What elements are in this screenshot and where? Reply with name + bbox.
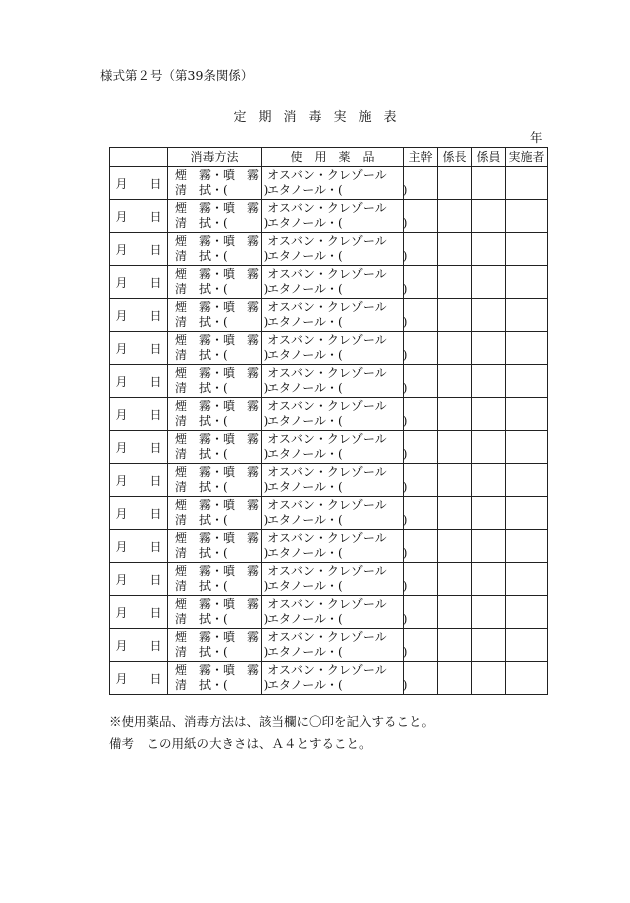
month-label: 月 [115,242,128,257]
section-chief-seal-cell[interactable] [438,233,472,266]
executor-seal-cell[interactable] [506,365,548,398]
method-cell[interactable] [168,365,269,398]
staff-seal-cell[interactable] [472,662,506,695]
method-fog-spray: 煙 霧・噴 霧 [175,332,260,347]
drug-cell[interactable] [262,629,408,662]
date-cell[interactable] [110,662,168,695]
date-cell[interactable] [110,464,168,497]
drug-ethanol: エタノール・( ) [267,678,408,692]
drug-osban-cresol: オスバン・クレゾール [267,530,387,545]
day-label: 日 [149,473,162,488]
month-label: 月 [115,176,128,191]
method-fog-spray: 煙 霧・噴 霧 [175,629,260,644]
drug-ethanol: エタノール・( ) [267,381,408,395]
staff-seal-cell[interactable] [472,167,506,200]
section-chief-seal-cell[interactable] [438,563,472,596]
month-label: 月 [115,539,128,554]
executor-seal-cell[interactable] [506,332,548,365]
drug-cell[interactable] [262,266,408,299]
method-cell[interactable] [168,299,269,332]
date-cell[interactable] [110,299,168,332]
form-number: 様式第２号（第39条関係） [100,68,254,83]
drug-osban-cresol: オスバン・クレゾール [267,332,387,347]
day-label: 日 [149,539,162,554]
date-cell[interactable] [110,497,168,530]
chief-seal-cell[interactable] [404,266,438,299]
chief-seal-cell[interactable] [404,398,438,431]
date-cell[interactable] [110,332,168,365]
year-label: 年 [530,130,543,145]
method-cell[interactable] [168,200,269,233]
section-chief-seal-cell[interactable] [438,167,472,200]
method-cell[interactable] [168,596,269,629]
month-label: 月 [115,275,128,290]
method-fog-spray: 煙 霧・噴 霧 [175,662,260,677]
method-wipe: 清 拭・( ) [175,579,269,593]
method-cell[interactable] [168,266,269,299]
drug-ethanol: エタノール・( ) [267,183,408,197]
date-cell[interactable] [110,233,168,266]
drug-cell[interactable] [262,530,408,563]
log-row [110,662,548,695]
chief-seal-cell[interactable] [404,233,438,266]
drug-cell[interactable] [262,431,408,464]
method-fog-spray: 煙 霧・噴 霧 [175,431,260,446]
chief-seal-cell[interactable] [404,629,438,662]
log-row [110,233,548,266]
log-row [110,563,548,596]
header-staff: 係員 [472,148,506,167]
drug-ethanol: エタノール・( ) [267,447,408,461]
month-label: 月 [115,407,128,422]
header-drug: 使 用 薬 品 [262,148,404,167]
log-row [110,167,548,200]
staff-seal-cell[interactable] [472,629,506,662]
drug-cell[interactable] [262,233,408,266]
drug-cell[interactable] [262,662,408,695]
method-fog-spray: 煙 霧・噴 霧 [175,167,260,182]
chief-seal-cell[interactable] [404,662,438,695]
log-row [110,266,548,299]
section-chief-seal-cell[interactable] [438,299,472,332]
day-label: 日 [149,341,162,356]
executor-seal-cell[interactable] [506,629,548,662]
method-wipe: 清 拭・( ) [175,678,269,692]
section-chief-seal-cell[interactable] [438,662,472,695]
month-label: 月 [115,374,128,389]
section-chief-seal-cell[interactable] [438,365,472,398]
drug-osban-cresol: オスバン・クレゾール [267,167,387,182]
staff-seal-cell[interactable] [472,266,506,299]
staff-seal-cell[interactable] [472,497,506,530]
drug-ethanol: エタノール・( ) [267,282,408,296]
log-row [110,629,548,662]
section-chief-seal-cell[interactable] [438,200,472,233]
method-wipe: 清 拭・( ) [175,645,269,659]
staff-seal-cell[interactable] [472,299,506,332]
method-fog-spray: 煙 霧・噴 霧 [175,398,260,413]
drug-cell[interactable] [262,398,408,431]
drug-osban-cresol: オスバン・クレゾール [267,398,387,413]
executor-seal-cell[interactable] [506,200,548,233]
executor-seal-cell[interactable] [506,530,548,563]
day-label: 日 [149,374,162,389]
day-label: 日 [149,605,162,620]
month-label: 月 [115,605,128,620]
drug-osban-cresol: オスバン・クレゾール [267,233,387,248]
day-label: 日 [149,176,162,191]
drug-osban-cresol: オスバン・クレゾール [267,497,387,512]
drug-ethanol: エタノール・( ) [267,216,408,230]
executor-seal-cell[interactable] [506,497,548,530]
log-row [110,200,548,233]
drug-cell[interactable] [262,563,408,596]
section-chief-seal-cell[interactable] [438,431,472,464]
drug-osban-cresol: オスバン・クレゾール [267,464,387,479]
drug-osban-cresol: オスバン・クレゾール [267,431,387,446]
staff-seal-cell[interactable] [472,200,506,233]
month-label: 月 [115,671,128,686]
chief-seal-cell[interactable] [404,563,438,596]
log-body [110,167,548,695]
method-wipe: 清 拭・( ) [175,282,269,296]
drug-ethanol: エタノール・( ) [267,546,408,560]
method-wipe: 清 拭・( ) [175,546,269,560]
chief-seal-cell[interactable] [404,167,438,200]
drug-cell[interactable] [262,464,408,497]
drug-ethanol: エタノール・( ) [267,315,408,329]
method-fog-spray: 煙 霧・噴 霧 [175,266,260,281]
section-chief-seal-cell[interactable] [438,530,472,563]
note-instruction: ※使用薬品、消毒方法は、該当欄に〇印を記入すること。 [109,714,435,729]
header-method: 消毒方法 [168,148,262,167]
executor-seal-cell[interactable] [506,299,548,332]
section-chief-seal-cell[interactable] [438,629,472,662]
drug-ethanol: エタノール・( ) [267,513,408,527]
drug-ethanol: エタノール・( ) [267,579,408,593]
drug-ethanol: エタノール・( ) [267,249,408,263]
method-wipe: 清 拭・( ) [175,183,269,197]
day-label: 日 [149,275,162,290]
drug-osban-cresol: オスバン・クレゾール [267,299,387,314]
section-chief-seal-cell[interactable] [438,464,472,497]
chief-seal-cell[interactable] [404,530,438,563]
log-row [110,332,548,365]
executor-seal-cell[interactable] [506,431,548,464]
method-wipe: 清 拭・( ) [175,216,269,230]
drug-cell[interactable] [262,365,408,398]
drug-cell[interactable] [262,497,408,530]
date-cell[interactable] [110,629,168,662]
staff-seal-cell[interactable] [472,233,506,266]
drug-osban-cresol: オスバン・クレゾール [267,629,387,644]
date-cell[interactable] [110,398,168,431]
chief-seal-cell[interactable] [404,464,438,497]
month-label: 月 [115,506,128,521]
method-wipe: 清 拭・( ) [175,612,269,626]
drug-cell[interactable] [262,299,408,332]
section-chief-seal-cell[interactable] [438,398,472,431]
method-cell[interactable] [168,167,269,200]
date-cell[interactable] [110,431,168,464]
drug-cell[interactable] [262,332,408,365]
method-cell[interactable] [168,233,269,266]
method-wipe: 清 拭・( ) [175,381,269,395]
section-chief-seal-cell[interactable] [438,266,472,299]
date-cell[interactable] [110,167,168,200]
month-label: 月 [115,572,128,587]
chief-seal-cell[interactable] [404,332,438,365]
log-row [110,398,548,431]
drug-osban-cresol: オスバン・クレゾール [267,596,387,611]
executor-seal-cell[interactable] [506,398,548,431]
section-chief-seal-cell[interactable] [438,332,472,365]
day-label: 日 [149,242,162,257]
staff-seal-cell[interactable] [472,431,506,464]
chief-seal-cell[interactable] [404,431,438,464]
date-cell[interactable] [110,530,168,563]
executor-seal-cell[interactable] [506,464,548,497]
method-cell[interactable] [168,629,269,662]
month-label: 月 [115,638,128,653]
method-cell[interactable] [168,464,269,497]
day-label: 日 [149,209,162,224]
staff-seal-cell[interactable] [472,530,506,563]
date-cell[interactable] [110,563,168,596]
staff-seal-cell[interactable] [472,365,506,398]
drug-ethanol: エタノール・( ) [267,414,408,428]
method-fog-spray: 煙 霧・噴 霧 [175,365,260,380]
drug-ethanol: エタノール・( ) [267,480,408,494]
method-fog-spray: 煙 霧・噴 霧 [175,464,260,479]
executor-seal-cell[interactable] [506,662,548,695]
header-date [110,148,168,167]
method-fog-spray: 煙 霧・噴 霧 [175,596,260,611]
day-label: 日 [149,572,162,587]
drug-cell[interactable] [262,596,408,629]
disinfection-log-table [109,147,548,695]
section-chief-seal-cell[interactable] [438,497,472,530]
day-label: 日 [149,440,162,455]
date-cell[interactable] [110,596,168,629]
chief-seal-cell[interactable] [404,299,438,332]
method-cell[interactable] [168,497,269,530]
method-wipe: 清 拭・( ) [175,249,269,263]
executor-seal-cell[interactable] [506,167,548,200]
log-row [110,464,548,497]
method-cell[interactable] [168,332,269,365]
drug-ethanol: エタノール・( ) [267,348,408,362]
method-cell[interactable] [168,563,269,596]
method-fog-spray: 煙 霧・噴 霧 [175,530,260,545]
log-row [110,596,548,629]
method-cell[interactable] [168,398,269,431]
drug-ethanol: エタノール・( ) [267,612,408,626]
staff-seal-cell[interactable] [472,596,506,629]
method-wipe: 清 拭・( ) [175,348,269,362]
month-label: 月 [115,473,128,488]
method-wipe: 清 拭・( ) [175,480,269,494]
header-executor: 実施者 [506,148,548,167]
method-cell[interactable] [168,662,269,695]
drug-osban-cresol: オスバン・クレゾール [267,563,387,578]
day-label: 日 [149,308,162,323]
header-section-chief: 係長 [438,148,472,167]
staff-seal-cell[interactable] [472,398,506,431]
executor-seal-cell[interactable] [506,596,548,629]
method-cell[interactable] [168,431,269,464]
section-chief-seal-cell[interactable] [438,596,472,629]
chief-seal-cell[interactable] [404,497,438,530]
executor-seal-cell[interactable] [506,233,548,266]
log-row [110,299,548,332]
date-cell[interactable] [110,200,168,233]
month-label: 月 [115,209,128,224]
method-wipe: 清 拭・( ) [175,414,269,428]
method-wipe: 清 拭・( ) [175,315,269,329]
drug-ethanol: エタノール・( ) [267,645,408,659]
day-label: 日 [149,638,162,653]
chief-seal-cell[interactable] [404,596,438,629]
drug-cell[interactable] [262,167,408,200]
staff-seal-cell[interactable] [472,464,506,497]
method-fog-spray: 煙 霧・噴 霧 [175,497,260,512]
drug-osban-cresol: オスバン・クレゾール [267,200,387,215]
day-label: 日 [149,407,162,422]
method-wipe: 清 拭・( ) [175,447,269,461]
executor-seal-cell[interactable] [506,563,548,596]
month-label: 月 [115,341,128,356]
method-fog-spray: 煙 霧・噴 霧 [175,233,260,248]
form-title: 定期消毒実施表 [233,110,409,125]
note-remark: 備考 この用紙の大きさは、Ａ４とすること。 [109,736,372,751]
executor-seal-cell[interactable] [506,266,548,299]
date-cell[interactable] [110,266,168,299]
month-label: 月 [115,308,128,323]
header-row [110,148,548,167]
drug-osban-cresol: オスバン・クレゾール [267,365,387,380]
date-cell[interactable] [110,365,168,398]
log-row [110,497,548,530]
method-fog-spray: 煙 霧・噴 霧 [175,200,260,215]
method-fog-spray: 煙 霧・噴 霧 [175,563,260,578]
log-row [110,431,548,464]
method-cell[interactable] [168,530,269,563]
log-row [110,365,548,398]
chief-seal-cell[interactable] [404,200,438,233]
month-label: 月 [115,440,128,455]
drug-cell[interactable] [262,200,408,233]
day-label: 日 [149,506,162,521]
header-chief: 主幹 [404,148,438,167]
day-label: 日 [149,671,162,686]
log-row [110,530,548,563]
method-fog-spray: 煙 霧・噴 霧 [175,299,260,314]
staff-seal-cell[interactable] [472,563,506,596]
chief-seal-cell[interactable] [404,365,438,398]
staff-seal-cell[interactable] [472,332,506,365]
drug-osban-cresol: オスバン・クレゾール [267,662,387,677]
drug-osban-cresol: オスバン・クレゾール [267,266,387,281]
method-wipe: 清 拭・( ) [175,513,269,527]
